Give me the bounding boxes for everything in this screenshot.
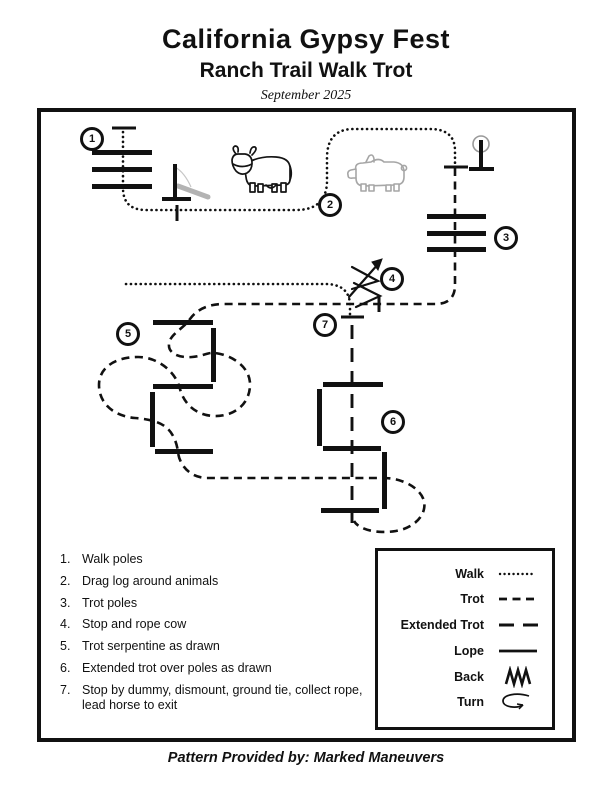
cow-icon xyxy=(232,146,291,192)
page-title: California Gypsy Fest xyxy=(161,24,451,54)
maneuver-number: 3. xyxy=(60,595,71,610)
legend-row-trot xyxy=(388,588,540,610)
maneuver-text: Stop by dummy, dismount, ground tie, collect rope, lead horse to exit xyxy=(82,682,363,712)
event-date: September 2025 xyxy=(260,88,352,103)
maneuver-item xyxy=(60,639,368,654)
legend-label: Walk xyxy=(455,566,484,581)
pig-icon xyxy=(348,155,407,191)
gait-legend xyxy=(375,548,555,730)
curved-arrow-icon xyxy=(496,691,540,713)
course-marker-2 xyxy=(320,195,341,216)
maneuver-number: 7. xyxy=(60,682,71,697)
maneuver-number: 5. xyxy=(60,639,71,653)
course-marker-3 xyxy=(496,228,517,249)
maneuver-text: Stop and rope cow xyxy=(82,617,187,632)
maneuver-number: 1. xyxy=(60,552,71,566)
maneuver-number: 2. xyxy=(60,573,71,588)
svg-text:3: 3 xyxy=(502,232,510,244)
maneuver-item xyxy=(60,552,368,567)
course-marker-5 xyxy=(118,324,139,345)
dotted-line-icon xyxy=(496,563,540,585)
maneuver-text: Drag log around animals xyxy=(82,573,219,588)
legend-label: Trot xyxy=(460,592,484,607)
course-marker-7 xyxy=(315,315,336,336)
svg-text:4: 4 xyxy=(388,273,396,285)
course-marker-4 xyxy=(382,269,403,290)
maneuver-item xyxy=(60,661,368,676)
svg-text:6: 6 xyxy=(389,416,397,428)
legend-row-extended-trot xyxy=(388,614,540,636)
page-subtitle: Ranch Trail Walk Trot xyxy=(199,59,413,82)
course-marker-1 xyxy=(82,129,103,150)
legend-label: Back xyxy=(454,669,484,684)
log-drag-icon xyxy=(162,164,208,201)
serpentine-poles xyxy=(150,320,216,454)
maneuver-text: Walk poles xyxy=(82,552,143,566)
legend-label: Extended Trot xyxy=(400,618,484,633)
zigzag-icon xyxy=(496,666,540,688)
trot-poles xyxy=(427,214,486,252)
maneuver-item xyxy=(60,574,368,589)
exit-walk-path xyxy=(122,284,350,314)
legend-row-back xyxy=(388,666,540,688)
maneuver-item xyxy=(60,683,368,714)
solid-line-icon xyxy=(496,640,540,662)
svg-text:7: 7 xyxy=(321,319,329,331)
course-marker-6 xyxy=(383,412,404,433)
long-dashed-line-icon xyxy=(496,614,540,636)
svg-text:1: 1 xyxy=(88,133,96,145)
maneuver-item xyxy=(60,596,368,611)
maneuver-number: 4. xyxy=(60,617,71,632)
roping-dummy-icon xyxy=(349,259,382,307)
pattern-credit: Pattern Provided by: Marked Maneuvers xyxy=(167,750,445,766)
maneuver-text: Trot poles xyxy=(82,595,138,610)
maneuver-list xyxy=(60,552,368,720)
maneuver-number: 6. xyxy=(60,660,71,675)
svg-text:5: 5 xyxy=(124,328,132,340)
trot-path xyxy=(99,168,455,532)
legend-label: Lope xyxy=(454,643,484,658)
maneuver-text: Extended trot over poles as drawn xyxy=(82,660,272,675)
legend-row-lope xyxy=(388,640,540,662)
maneuver-text: Trot serpentine as drawn xyxy=(82,639,220,653)
legend-row-turn xyxy=(388,691,540,713)
maneuver-item xyxy=(60,617,368,632)
legend-row-walk xyxy=(388,563,540,585)
dummy-post-icon xyxy=(469,136,494,171)
legend-label: Turn xyxy=(457,695,484,710)
svg-text:2: 2 xyxy=(326,199,334,211)
dashed-line-icon xyxy=(496,588,540,610)
